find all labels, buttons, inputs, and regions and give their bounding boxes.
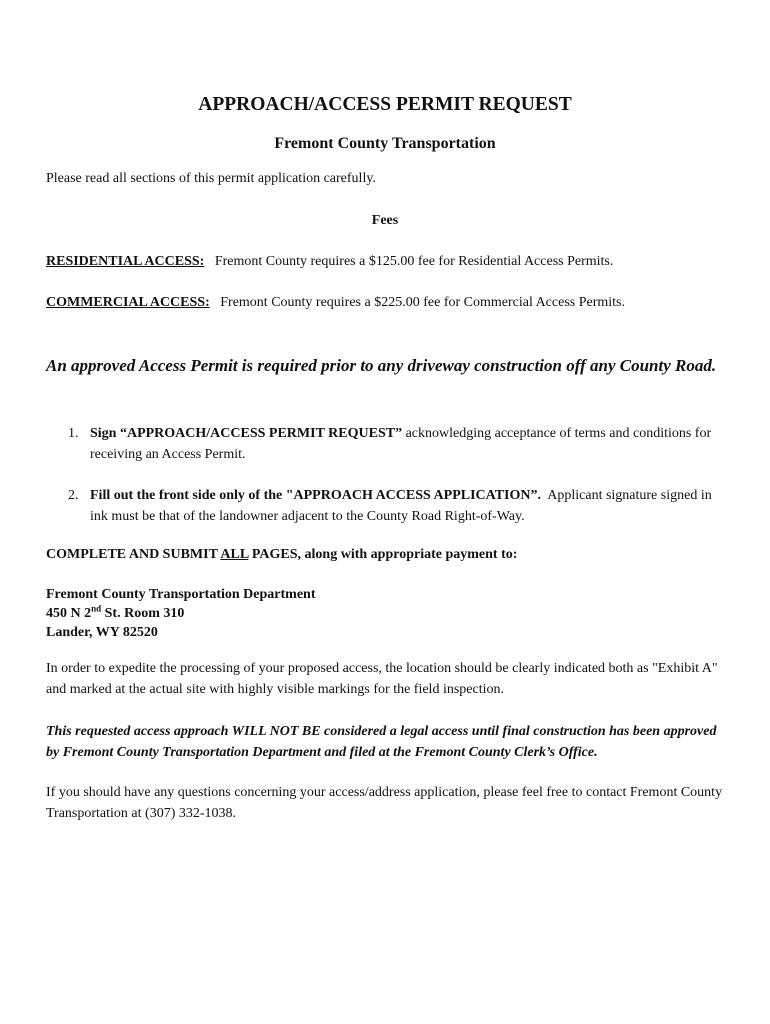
step-number: 1. [68,426,79,441]
submit-text-post: PAGES, along with appropriate payment to: [248,547,518,562]
step-item [68,485,728,527]
permit-required-notice: An approved Access Permit is required prior to any driveway construction off any County Road. [46,356,717,375]
submit-text-pre: COMPLETE AND SUBMIT [46,547,221,562]
page-title: APPROACH/ACCESS PERMIT REQUEST [198,94,572,115]
residential-fee-text: Fremont County requires a $125.00 fee for Residential Access Permits. [214,254,614,269]
address-street-suffix: nd [91,603,102,614]
address-room: St. Room 310 [101,606,185,621]
step-bold-text: Fill out the front side only of the "APPROACH ACCESS APPLICATION”. [90,488,542,503]
page-subtitle: Fremont County Transportation [274,135,496,152]
address-line: Fremont County Transportation Department [46,587,316,602]
address-line [46,604,316,623]
address-street: 450 N 2 [46,606,92,621]
step-text: Applicant signature signed in ink must be that of the landowner adjacent to the County Road Right-of-Way. [90,488,712,524]
fees-heading: Fees [371,213,399,228]
address-line: Lander, WY 82520 [46,625,158,640]
step-number: 2. [68,488,79,503]
step-body [90,423,728,465]
legal-access-warning: This requested access approach WILL NOT BE considered a legal access until final construction has been approved by Fremont County Transportation Department and filed at the Fremont County Clerk’s Office. [46,724,717,760]
step-item [68,423,728,465]
submit-text-all: ALL [220,547,249,562]
step-bold-text: Sign “APPROACH/ACCESS PERMIT REQUEST” [90,426,403,441]
step-text: acknowledging acceptance of terms and conditions for receiving an Access Permit. [90,426,712,462]
commercial-fee-line [46,295,625,311]
residential-fee-line [46,254,613,270]
commercial-fee-text: Fremont County requires a $225.00 fee for Commercial Access Permits. [220,295,625,310]
commercial-fee-label: COMMERCIAL ACCESS: [46,295,210,310]
step-body [90,485,728,527]
residential-fee-label: RESIDENTIAL ACCESS: [46,254,205,269]
intro-text: Please read all sections of this permit application carefully. [46,171,376,186]
mailing-address [46,585,316,642]
expedite-paragraph: In order to expedite the processing of your proposed access, the location should be clearly indicated both as "Exhibit A" and marked at the actual site with highly visible markings for the field inspection. [46,661,718,697]
submit-instruction [46,547,517,563]
contact-paragraph: If you should have any questions concerning your access/address application, please feel free to contact Fremont County Transportation at (307) 332-1038. [46,785,723,821]
